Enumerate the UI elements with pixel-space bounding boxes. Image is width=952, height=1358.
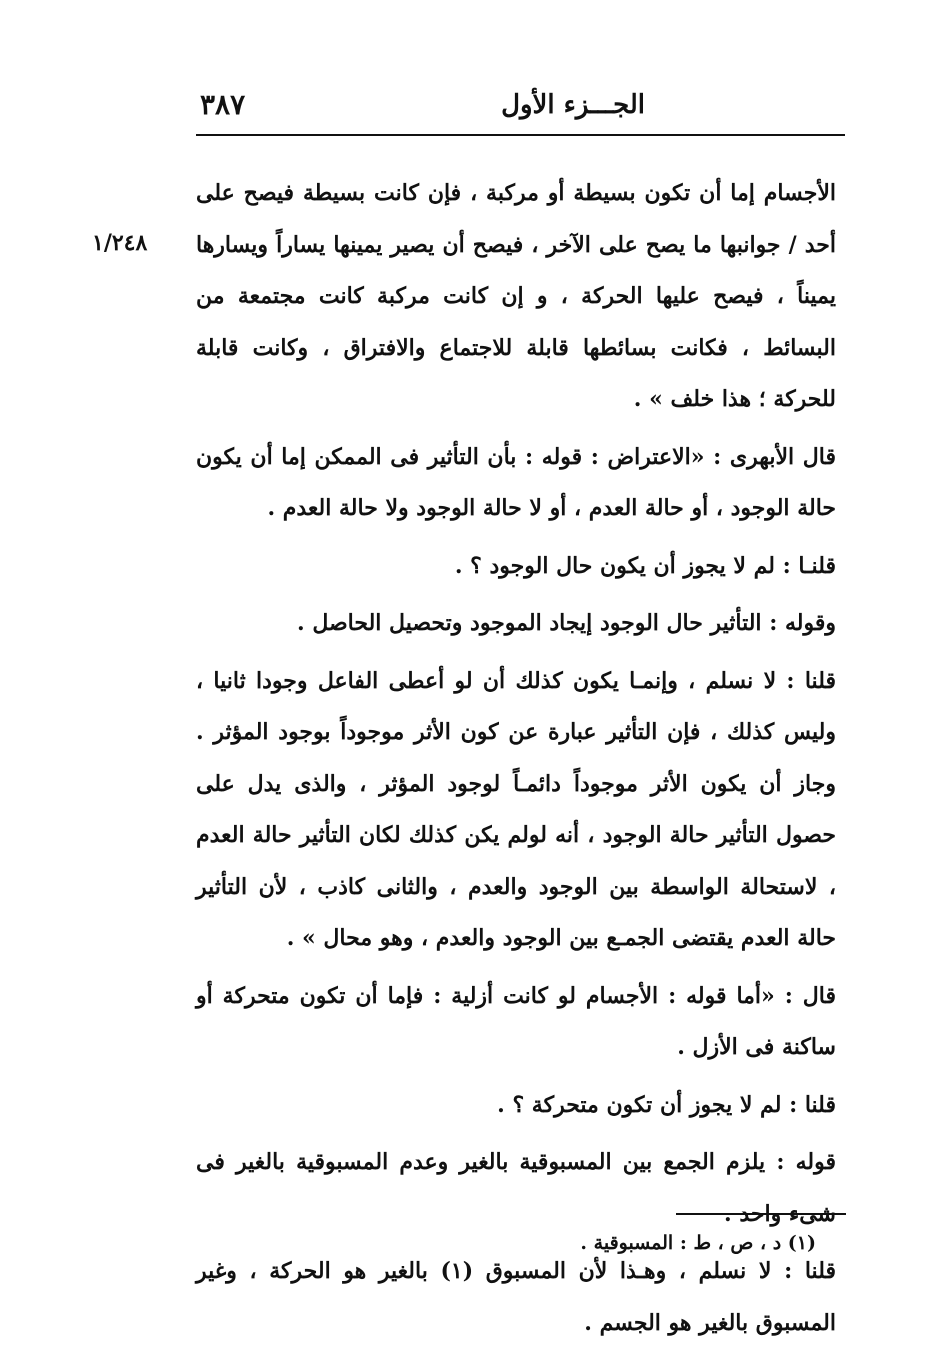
margin-reference: ١/٢٤٨ (92, 230, 148, 256)
paragraph: قوله : يلزم الجمع بين المسبوقية بالغير وعدم المسبوقية بالغير فى شىء واحد . (196, 1149, 836, 1227)
page-header (200, 86, 845, 130)
running-title: الجـــزء الأول (501, 90, 645, 120)
paragraph: وقوله : التأثير حال الوجود إيجاد الموجود وتحصيل الحاصل . (297, 610, 836, 636)
paragraph: قلنـا : لم لا يجوز أن يكون حال الوجود ؟ . (454, 552, 836, 579)
paragraph: الأجسام إما أن تكون بسيطة أو مركبة ، فإن كانت بسيطة فيصح على أحد / جوانبها ما يصح على الآخر ، فيصح أن يصير يمينها يساراً ويسارها يميناً ، فيصح عليها الحركة ، و إن كانت مركبة كانت مجتمعة من البسائط ، فكانت بسائطها قابلة للاجتماع والافتراق ، وكانت قابلة للحركة ؛ هذا خلف » . (196, 180, 836, 412)
header-rule (196, 134, 845, 136)
main-text (196, 168, 836, 1355)
paragraph: قال الأبهرى : «الاعتراض : قوله : بأن التأثير فى الممكن إما أن يكون حالة الوجود ، أو حالة العدم ، أو لا حالة الوجود ولا حالة العدم . (196, 443, 836, 521)
paragraph: قلنا : لم لا يجوز أن تكون متحركة ؟ . (497, 1091, 836, 1118)
footnote-rule (676, 1213, 846, 1215)
page-number: ٣٨٧ (200, 88, 246, 121)
paragraph: قلنا : لا نسلم ، وإنمـا يكون كذلك أن لو أعطى الفاعل وجودا ثانيا ، وليس كذلك ، فإن التأثير عبارة عن كون الأثر موجوداً بوجود المؤثر . وجاز أن يكون الأثر موجوداً دائمـاً لوجود المؤثر ، والذى يدل على حصول التأثير حالة الوجود ، أنه لولم يكن كذلك لكان التأثير حالة العدم ، لاستحالة الواسطة بين الوجود والعدم ، والثانى كاذب ، لأن التأثير حالة العدم يقتضى الجمـع بين الوجود والعدم ، وهو محال » . (196, 667, 836, 951)
footnote: (١) د ، ص ، ط : المسبوقية . (580, 1232, 816, 1254)
paragraph: قلنا : لا نسلم ، وهـذا لأن المسبوق (١) بالغير هو الحركة ، وغير المسبوق بالغير هو الجسم . (196, 1258, 836, 1336)
paragraph: قال : «أما قوله : الأجسام لو كانت أزلية : فإما أن تكون متحركة أو ساكنة فى الأزل . (196, 982, 836, 1060)
